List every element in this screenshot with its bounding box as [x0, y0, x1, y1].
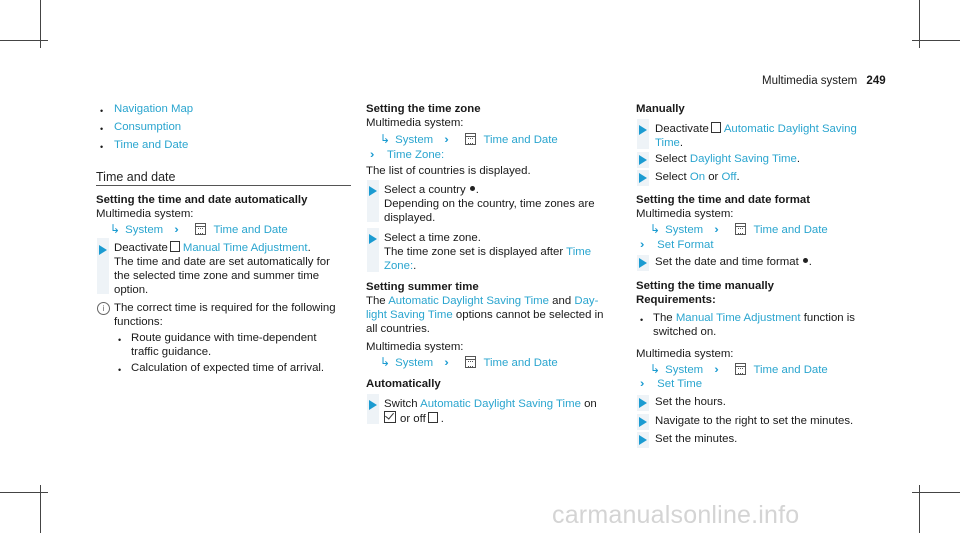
step-arrow-icon [639, 398, 647, 408]
step-text: Deactivate Automatic Daylight Saving [655, 123, 857, 135]
step-text: Zone:. [384, 260, 417, 272]
step-text: Select Daylight Saving Time. [655, 153, 801, 165]
link-time-and-date[interactable]: Time and Date [114, 139, 189, 151]
step-text: The time zone set is displayed after Time [384, 246, 592, 258]
path-time-and-date[interactable]: Time and Date [483, 134, 558, 146]
path-time-zone[interactable]: Time Zone: [386, 149, 445, 161]
note-text: The correct time is required for the following [114, 302, 336, 314]
double-chevron-icon: ›› [370, 149, 372, 161]
bullet-icon: • [640, 315, 644, 325]
step-text: Select On or Off. [655, 171, 740, 183]
step-text: option. [114, 284, 149, 296]
link-navigation-map[interactable]: Navigation Map [114, 103, 194, 115]
manual-time-link[interactable]: Manual Time Adjustment [675, 312, 801, 324]
note-bullet: Route guidance with time-dependent [131, 332, 317, 344]
double-chevron-icon: ›› [714, 224, 716, 236]
checkbox-empty-icon [711, 122, 721, 133]
step-text: Select a time zone. [384, 232, 481, 244]
path-system[interactable]: System [395, 357, 434, 369]
path-system[interactable]: System [665, 364, 704, 376]
step-arrow-icon [99, 245, 107, 255]
option-on[interactable]: On [689, 171, 706, 183]
option-off[interactable]: Off [721, 171, 737, 183]
auto-dst-link[interactable]: Automatic Daylight Saving [723, 123, 857, 135]
time-zone-link[interactable]: Time [566, 246, 592, 258]
double-chevron-icon: ›› [640, 378, 642, 390]
intro-text: Multimedia system: [366, 341, 464, 353]
double-chevron-icon: ›› [714, 364, 716, 376]
menu-path [650, 362, 828, 377]
auto-dst-link[interactable]: Automatic Daylight Saving Time [420, 398, 581, 410]
body-text: light Saving Time options cannot be selected in [366, 309, 604, 321]
bullet-icon: • [100, 142, 104, 152]
requirements-heading: Requirements: [636, 294, 716, 306]
sub-heading: Setting the time manually [636, 280, 774, 292]
path-time-and-date[interactable]: Time and Date [753, 224, 828, 236]
path-system[interactable]: System [125, 224, 164, 236]
header-section-title: Multimedia system [762, 75, 858, 87]
path-system[interactable]: System [665, 224, 704, 236]
dst-link[interactable]: Day- [574, 295, 599, 307]
step-text: Navigate to the right to set the minutes. [655, 415, 854, 427]
checkbox-empty-icon [428, 412, 438, 423]
menu-arrow-icon: ↳ [380, 355, 391, 369]
step-text: Set the date and time format . [655, 256, 812, 268]
section-rule [96, 185, 351, 186]
menu-path [640, 377, 702, 391]
bullet-icon: • [118, 365, 122, 375]
link-consumption[interactable]: Consumption [114, 121, 182, 133]
body-text: The list of countries is displayed. [366, 165, 531, 177]
bullet-icon: • [118, 335, 122, 345]
auto-dst-link[interactable]: Time [655, 137, 680, 149]
bullet-icon: • [100, 124, 104, 134]
path-time-and-date[interactable]: Time and Date [753, 364, 828, 376]
step-arrow-icon [639, 155, 647, 165]
double-chevron-icon: ›› [174, 224, 176, 236]
menu-path [110, 222, 288, 237]
step-deactivate: Deactivate Manual Time Adjustment. [114, 242, 311, 254]
step-text: The time and date are set automatically for [114, 256, 330, 268]
path-time-and-date[interactable]: Time and Date [483, 357, 558, 369]
manual-time-link[interactable]: Manual Time Adjustment [182, 242, 308, 254]
running-header [762, 74, 886, 88]
step-text: displayed. [384, 212, 436, 224]
step-arrow-icon [639, 125, 647, 135]
step-arrow-icon [369, 400, 377, 410]
sub-heading: Setting the time and date format [636, 194, 811, 206]
double-chevron-icon: ›› [640, 239, 642, 251]
step-arrow-icon [639, 435, 647, 445]
note-text: functions: [114, 316, 163, 328]
dst-link[interactable]: light Saving Time [366, 309, 453, 321]
page-number: 249 [866, 75, 886, 87]
calendar-icon [195, 223, 206, 235]
calendar-icon [465, 356, 476, 368]
crop-mark [0, 40, 48, 41]
step-arrow-icon [639, 417, 647, 427]
path-set-format[interactable]: Set Format [657, 239, 714, 251]
menu-path [380, 355, 558, 370]
checkbox-empty-icon [170, 241, 180, 252]
section-heading: Time and date [96, 170, 176, 184]
sub-heading: Automatically [366, 378, 441, 390]
step-select-country: Select a country . [384, 184, 479, 196]
step-text: Switch Automatic Daylight Saving Time on [384, 398, 597, 410]
body-text: switched on. [653, 326, 717, 338]
crop-mark [912, 492, 960, 493]
note-bullet: Calculation of expected time of arrival. [131, 362, 325, 374]
calendar-icon [735, 363, 746, 375]
path-system[interactable]: System [395, 134, 434, 146]
radio-icon [470, 186, 475, 191]
dst-link[interactable]: Daylight Saving Time [689, 153, 797, 165]
info-icon: i [97, 302, 110, 315]
step-text: Set the minutes. [655, 433, 738, 445]
calendar-icon [465, 133, 476, 145]
sub-heading: Setting the time and date automatically [96, 194, 308, 206]
step-arrow-icon [639, 258, 647, 268]
intro-text: Multimedia system: [96, 208, 194, 220]
path-set-time[interactable]: Set Time [657, 378, 703, 390]
bullet-icon: • [100, 106, 104, 116]
sub-heading: Manually [636, 103, 685, 115]
double-chevron-icon: ›› [444, 357, 446, 369]
step-text: Time. [655, 137, 684, 149]
intro-text: Multimedia system: [636, 208, 734, 220]
menu-path [370, 148, 444, 162]
crop-mark [0, 492, 48, 493]
radio-icon [803, 258, 808, 263]
intro-text: Multimedia system: [366, 117, 464, 129]
path-time-and-date[interactable]: Time and Date [213, 224, 288, 236]
checkbox-checked-icon [384, 411, 396, 423]
step-text: Set the hours. [655, 396, 726, 408]
step-arrow-icon [369, 186, 377, 196]
crop-mark [912, 40, 960, 41]
sub-heading: Setting summer time [366, 281, 479, 293]
auto-dst-link[interactable]: Automatic Daylight Saving Time [388, 295, 549, 307]
menu-path [650, 222, 828, 237]
note-bullet: traffic guidance. [131, 346, 212, 358]
menu-arrow-icon: ↳ [650, 362, 661, 376]
step-text: or off . [384, 411, 444, 426]
watermark: carmanualsonline.info [552, 501, 800, 529]
time-zone-link[interactable]: Zone: [384, 260, 414, 272]
menu-arrow-icon: ↳ [110, 222, 121, 236]
sub-heading: Setting the time zone [366, 103, 481, 115]
body-text: The Manual Time Adjustment function is [653, 312, 856, 324]
menu-path [640, 238, 714, 252]
body-text: The Automatic Daylight Saving Time and Day- [366, 295, 599, 307]
step-text: the selected time zone and summer time [114, 270, 320, 282]
menu-arrow-icon: ↳ [380, 132, 391, 146]
step-arrow-icon [639, 173, 647, 183]
step-text: Depending on the country, time zones are [384, 198, 595, 210]
step-arrow-icon [369, 234, 377, 244]
double-chevron-icon: ›› [444, 134, 446, 146]
body-text: all countries. [366, 323, 430, 335]
calendar-icon [735, 223, 746, 235]
menu-path [380, 132, 558, 147]
menu-arrow-icon: ↳ [650, 222, 661, 236]
intro-text: Multimedia system: [636, 348, 734, 360]
